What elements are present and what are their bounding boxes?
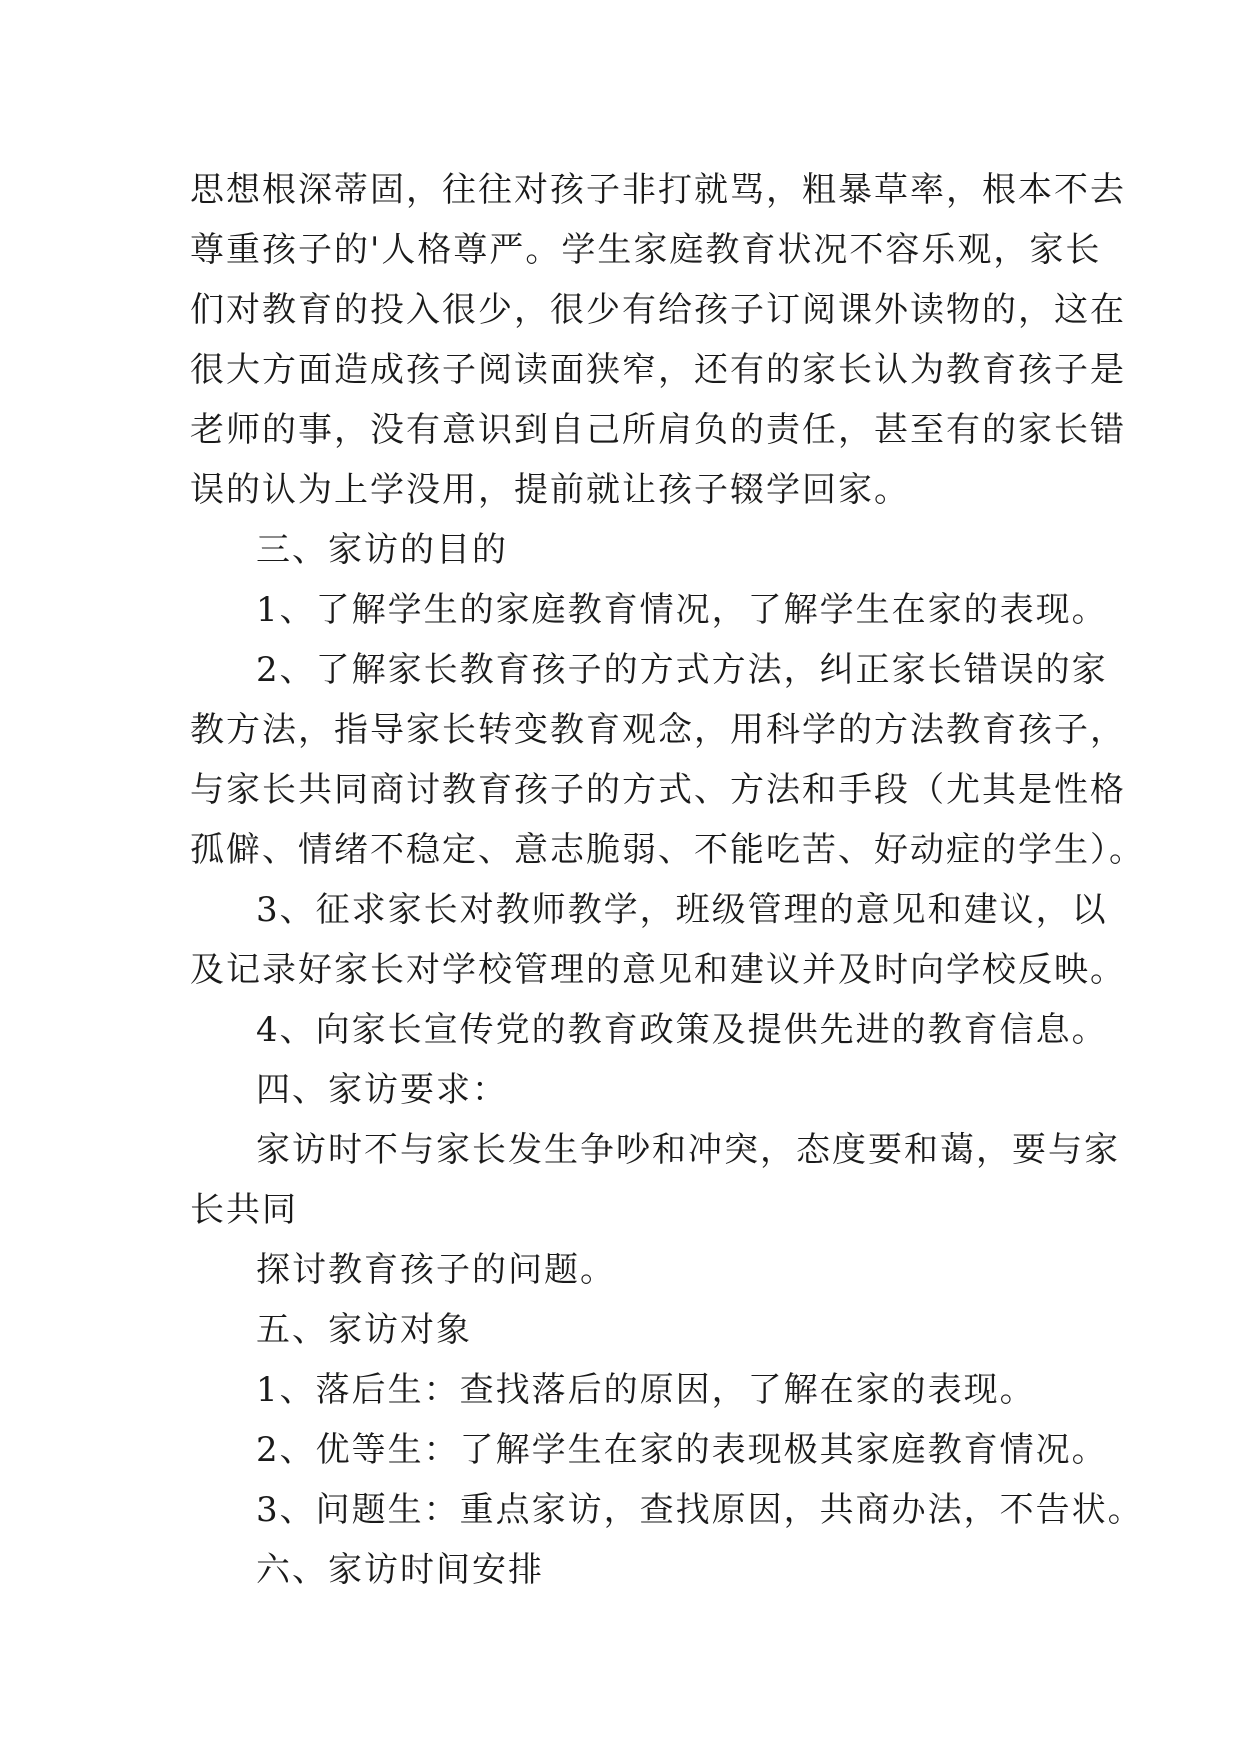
- list-item: 4、向家长宣传党的教育政策及提供先进的教育信息。: [256, 1010, 1108, 1050]
- section-heading: 三、家访的目的: [256, 530, 508, 570]
- paragraph-line: 长共同: [190, 1190, 298, 1230]
- section-heading: 四、家访要求：: [256, 1070, 508, 1110]
- paragraph-line: 家访时不与家长发生争吵和冲突，态度要和蔼，要与家: [256, 1130, 1120, 1170]
- paragraph-line: 老师的事，没有意识到自己所肩负的责任，甚至有的家长错: [190, 410, 1126, 450]
- paragraph-line: 尊重孩子的'人格尊严。学生家庭教育状况不容乐观，家长: [190, 230, 1102, 270]
- list-item: 3、征求家长对教师教学，班级管理的意见和建议，以: [256, 890, 1108, 930]
- paragraph-line: 探讨教育孩子的问题。: [256, 1250, 616, 1290]
- document-body: [190, 160, 1145, 1600]
- list-item: 3、问题生：重点家访，查找原因，共商办法，不告状。: [256, 1490, 1144, 1530]
- list-item: 2、了解家长教育孩子的方式方法，纠正家长错误的家: [256, 650, 1108, 690]
- list-item: 1、落后生：查找落后的原因，了解在家的表现。: [256, 1370, 1036, 1410]
- paragraph-line: 们对教育的投入很少，很少有给孩子订阅课外读物的，这在: [190, 290, 1126, 330]
- paragraph-line: 思想根深蒂固，往往对孩子非打就骂，粗暴草率，根本不去: [190, 170, 1126, 210]
- paragraph-line: 及记录好家长对学校管理的意见和建议并及时向学校反映。: [190, 950, 1126, 990]
- paragraph-line: 教方法，指导家长转变教育观念，用科学的方法教育孩子，: [190, 710, 1126, 750]
- paragraph-line: 与家长共同商讨教育孩子的方式、方法和手段（尤其是性格: [190, 770, 1126, 810]
- list-item: 1、了解学生的家庭教育情况，了解学生在家的表现。: [256, 590, 1108, 630]
- paragraph-line: 很大方面造成孩子阅读面狭窄，还有的家长认为教育孩子是: [190, 350, 1126, 390]
- paragraph-line: 孤僻、情绪不稳定、意志脆弱、不能吃苦、好动症的学生）。: [190, 830, 1145, 870]
- section-heading: 六、家访时间安排: [256, 1550, 544, 1590]
- list-item: 2、优等生：了解学生在家的表现极其家庭教育情况。: [256, 1430, 1108, 1470]
- paragraph-line: 误的认为上学没用，提前就让孩子辍学回家。: [190, 470, 910, 510]
- section-heading: 五、家访对象: [256, 1310, 472, 1350]
